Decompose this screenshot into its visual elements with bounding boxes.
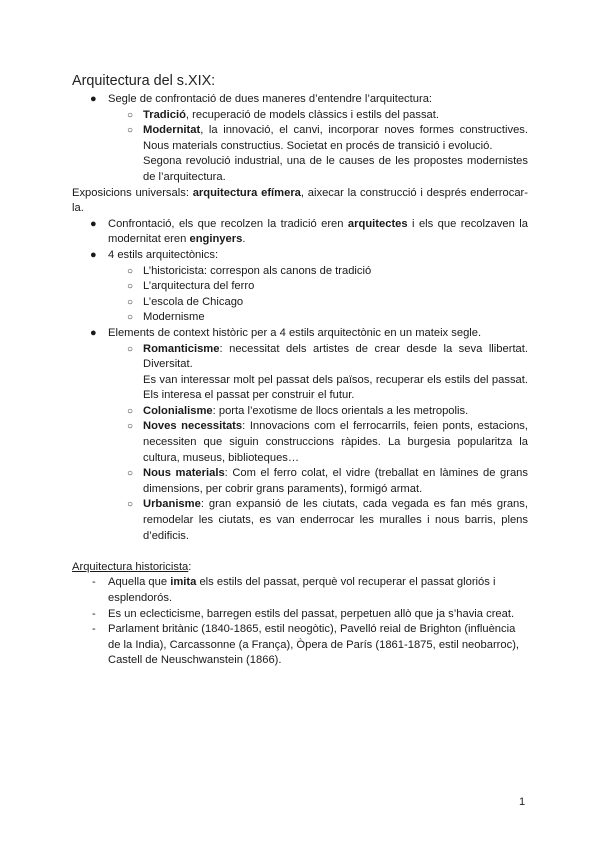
term: Modernitat	[143, 124, 201, 137]
page-number: 1	[519, 796, 526, 808]
definition-extra: Es van interessar molt pel passat dels països, recuperar els estils del passat. Els interesa el passat per construir el futur.	[143, 373, 528, 402]
bullet-icon: ●	[90, 326, 97, 339]
intro-text: Segle de confrontació de dues maneres d’entendre l’arquitectura:	[108, 93, 433, 105]
bullet-icon: ●	[90, 248, 97, 261]
circle-bullet-icon: ○	[127, 125, 134, 137]
page-title: Arquitectura del s.XIX:	[72, 73, 216, 89]
circle-bullet-icon: ○	[127, 405, 134, 417]
text: 4 estils arquitectònics:	[108, 248, 219, 261]
definition: : Com el ferro colat, el vidre (treballat en làmines de grans dimensions, per cobrir grans paraments), formigó armat.	[143, 467, 528, 495]
circle-bullet-icon: ○	[127, 499, 134, 511]
text: Modernisme	[143, 311, 205, 324]
text: :	[188, 560, 192, 573]
circle-bullet-icon: ○	[127, 343, 134, 355]
text: Es un eclecticisme, barregen estils del passat, perpetuen allò que ja s’havia creat.	[108, 607, 515, 620]
list-item	[72, 404, 528, 420]
dash-bullet-icon: -	[92, 623, 96, 636]
term: enginyers	[189, 233, 243, 246]
text: L’arquitectura del ferro	[143, 280, 255, 293]
text: L’historicista: correspon als canons de tradició	[143, 264, 372, 277]
term: Tradició	[143, 108, 186, 121]
list-item	[72, 123, 528, 185]
text: Exposicions universals:	[72, 186, 193, 199]
definition: , la innovació, el canvi, incorporar noves formes constructives. Nous materials constructius. Societat en procés de transició i evolució.	[143, 124, 528, 152]
circle-bullet-icon: ○	[127, 421, 134, 433]
list-item	[72, 326, 528, 342]
list-item	[72, 622, 528, 669]
list-item	[72, 607, 528, 623]
bullet-icon: ●	[90, 217, 97, 230]
section-heading	[72, 560, 528, 576]
term: imita	[170, 576, 197, 589]
list-item	[72, 419, 528, 466]
list-item	[72, 497, 528, 544]
text: L’escola de Chicago	[143, 295, 244, 308]
definition-extra: Segona revolució industrial, una de le causes de les propostes modernistes de l’arquitectura.	[143, 155, 528, 183]
heading-text: Arquitectura historicista	[72, 560, 189, 573]
list-item	[72, 466, 528, 497]
text: Parlament britànic (1840-1865, estil neogòtic), Pavelló reial de Brighton (influència de la India), Carcassonne (a França), Òpera de París (1861-1875, estil neobarroc), Castell de Neuschwanstein (1866).	[108, 623, 520, 667]
circle-bullet-icon: ○	[127, 281, 134, 293]
list-item	[72, 248, 528, 264]
term: Noves necessitats	[143, 420, 243, 433]
text: , aixecar la construcció i després enderrocar-la.	[72, 186, 528, 215]
paragraph	[72, 186, 528, 217]
term: arquitectura efímera	[192, 186, 301, 199]
list-item	[72, 217, 528, 248]
dash-bullet-icon: -	[92, 607, 96, 620]
term: arquitectes	[347, 217, 408, 230]
list-item	[72, 92, 528, 108]
term: Nous materials	[143, 467, 225, 480]
list-item	[72, 295, 528, 311]
definition: : Innovacions com el ferrocarrils, feien ponts, estacions, necessiten que siguin construccions ràpides. La burgesia popularitza la cultura, museus, biblioteques…	[143, 420, 528, 464]
list-item	[72, 575, 528, 606]
definition: : porta l’exotisme de llocs orientals a les metropolis.	[212, 404, 469, 417]
text: Aquella que	[108, 576, 171, 589]
bullet-icon: ●	[90, 93, 97, 105]
list-item	[72, 310, 528, 326]
definition: , recuperació de models clàssics i estils del passat.	[185, 108, 439, 121]
term: Romanticisme	[143, 342, 220, 355]
text: Confrontació, els que recolzen la tradició eren	[108, 217, 348, 230]
circle-bullet-icon: ○	[127, 312, 134, 324]
list-item	[72, 264, 528, 280]
dash-bullet-icon: -	[92, 576, 96, 589]
definition: : gran expansió de les ciutats, cada vegada es fan més grans, remodelar les ciutats, es van enderrocar les muralles i nous barris, plens d’edificis.	[143, 498, 528, 542]
spacer	[72, 544, 528, 560]
term: Colonialisme	[143, 404, 213, 417]
text: .	[242, 233, 246, 246]
circle-bullet-icon: ○	[127, 265, 134, 277]
document-page	[72, 72, 528, 669]
term: Urbanisme	[143, 498, 201, 511]
text: Elements de context històric per a 4 estils arquitectònic en un mateix segle.	[108, 326, 482, 339]
circle-bullet-icon: ○	[127, 296, 134, 308]
circle-bullet-icon: ○	[127, 109, 134, 121]
list-item	[72, 108, 528, 124]
text: i els que recolzaven la modernitat eren	[108, 217, 528, 246]
list-item	[72, 279, 528, 295]
definition: : necessitat dels artistes de crear desde la seva llibertat. Diversitat.	[143, 342, 528, 371]
text: els estils del passat, perquè vol recuperar el passat gloriós i esplendorós.	[108, 576, 496, 604]
circle-bullet-icon: ○	[127, 468, 134, 480]
list-item	[72, 342, 528, 404]
